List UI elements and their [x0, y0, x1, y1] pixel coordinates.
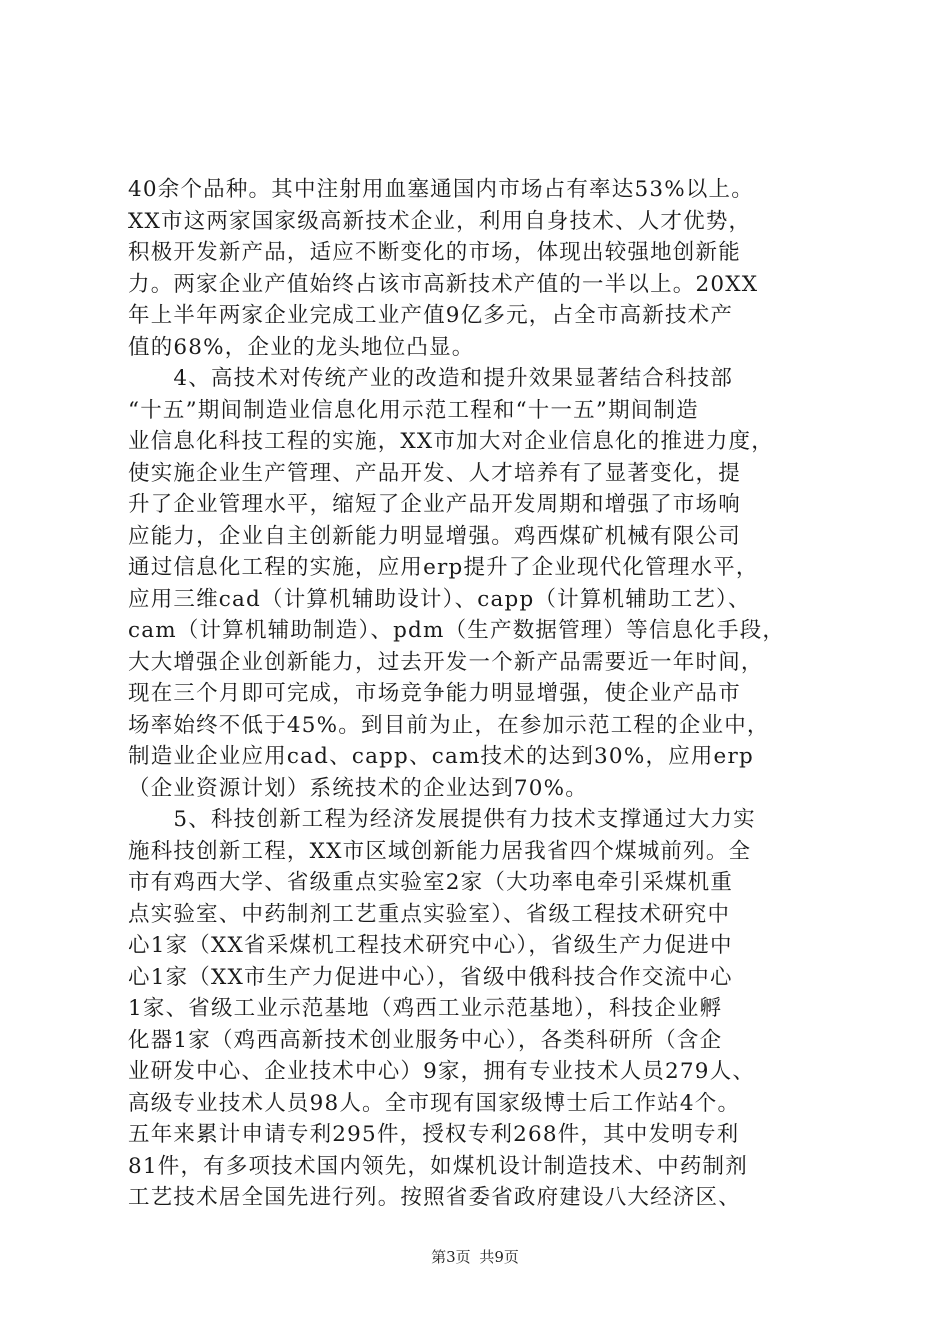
text-line: 力。两家企业产值始终占该市高新技术产值的一半以上。20XX	[128, 271, 759, 297]
text-line: 五年来累计申请专利295件，授权专利268件，其中发明专利	[128, 1122, 740, 1147]
text-line: 使实施企业生产管理、产品开发、人才培养有了显著变化，提	[128, 460, 741, 486]
text-line: 心1家（XX市生产力促进中心），省级中俄科技合作交流中心	[128, 964, 733, 990]
text-line: 40余个品种。其中注射用血塞通国内市场占有率达53%以上。	[128, 177, 754, 202]
page-number: 第3页	[431, 1248, 471, 1266]
text-line: 应用三维cad（计算机辅助设计）、capp（计算机辅助工艺）、	[128, 586, 751, 612]
text-line: 业信息化科技工程的实施，XX市加大对企业信息化的推进力度，	[128, 429, 774, 454]
text-line: 5、科技创新工程为经济发展提供有力技术支撑通过大力实	[128, 807, 756, 832]
text-line: 年上半年两家企业完成工业产值9亿多元，占全市高新技术产	[128, 303, 734, 328]
text-line: 制造业企业应用cad、capp、cam技术的达到30%，应用erp	[128, 744, 754, 769]
text-line: cam（计算机辅助制造）、pdm（生产数据管理）等信息化手段，	[128, 618, 786, 643]
text-line: “十五”期间制造业信息化用示范工程和“十一五”期间制造	[128, 397, 699, 423]
text-line: （企业资源计划）系统技术的企业达到70%。	[128, 775, 588, 801]
text-line: 4、高技术对传统产业的改造和提升效果显著结合科技部	[128, 366, 734, 391]
text-line: 高级专业技术人员98人。全市现有国家级博士后工作站4个。	[128, 1090, 741, 1116]
text-line: 通过信息化工程的实施，应用erp提升了企业现代化管理水平，	[128, 555, 759, 580]
page-total: 共9页	[479, 1248, 519, 1266]
text-line: 应能力，企业自主创新能力明显增强。鸡西煤矿机械有限公司	[128, 523, 741, 549]
text-line: 81件，有多项技术国内领先，如煤机设计制造技术、中药制剂	[128, 1153, 748, 1179]
document-body	[128, 174, 822, 1214]
text-line: 积极开发新产品，适应不断变化的市场，体现出较强地创新能	[128, 240, 741, 265]
text-line: 心1家（XX省采煤机工程技术研究中心），省级生产力促进中	[128, 933, 733, 958]
text-line: 工艺技术居全国先进行列。按照省委省政府建设八大经济区、	[128, 1185, 741, 1210]
page-footer	[0, 1247, 950, 1267]
text-line: XX市这两家国家级高新技术企业，利用自身技术、人才优势，	[128, 208, 752, 234]
text-line: 化器1家（鸡西高新技术创业服务中心），各类科研所（含企	[128, 1027, 723, 1053]
text-line: 施科技创新工程，XX市区域创新能力居我省四个煤城前列。全	[128, 838, 752, 864]
text-line: 业研发中心、企业技术中心）9家，拥有专业技术人员279人、	[128, 1059, 756, 1084]
text-line: 升了企业管理水平，缩短了企业产品开发周期和增强了市场响	[128, 492, 741, 517]
text-line: 1家、省级工业示范基地（鸡西工业示范基地），科技企业孵	[128, 996, 723, 1021]
text-line: 市有鸡西大学、省级重点实验室2家（大功率电牵引采煤机重	[128, 870, 734, 895]
text-line: 场率始终不低于45%。到目前为止，在参加示范工程的企业中，	[128, 712, 770, 738]
text-line: 点实验室、中药制剂工艺重点实验室）、省级工程技术研究中	[128, 901, 731, 927]
text-line: 现在三个月即可完成，市场竞争能力明显增强，使企业产品市	[128, 681, 741, 706]
text-line: 值的68%，企业的龙头地位凸显。	[128, 334, 475, 360]
text-line: 大大增强企业创新能力，过去开发一个新产品需要近一年时间，	[128, 649, 764, 675]
